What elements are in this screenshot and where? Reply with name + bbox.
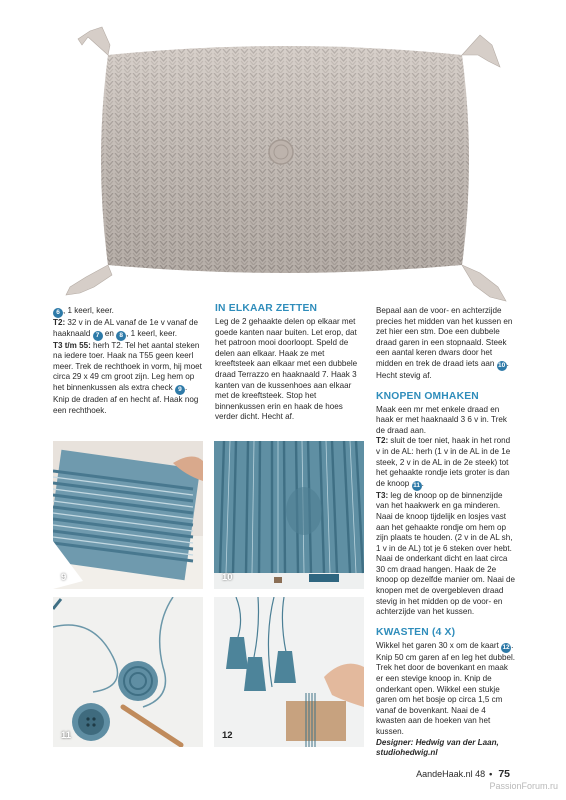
assembly-column — [215, 303, 365, 423]
page-footer — [416, 768, 510, 780]
step-photo-12 — [214, 597, 364, 747]
step-badge: 6 — [53, 308, 63, 318]
magazine-name: AandeHaak.nl 48 — [416, 769, 486, 779]
tassels-card-image — [214, 597, 364, 747]
knopen-intro: Maak een mr met enkele draad en haak er met haaknaald 3 6 v in. Trek de draad aan. — [376, 404, 507, 435]
row-t2: T2: 32 v in de AL vanaf de 1e v vanaf de haaknaald 7 en 8 , 1 keerl, keer. — [53, 318, 199, 339]
step-badge: 10 — [497, 361, 506, 369]
step-photo-11 — [53, 597, 203, 747]
designer-credit: Designer: Hedwig van der Laan, studiohedwig.nl — [376, 737, 499, 758]
buttons-tassels-column — [376, 306, 516, 759]
watermark: PassionForum.ru — [489, 781, 558, 791]
section-heading-assembly: IN ELKAAR ZETTEN — [215, 303, 318, 314]
row-continuation: 6 , 1 keerl, keer. — [53, 306, 203, 318]
pillow-photo — [60, 25, 510, 305]
kwasten-text: Wikkel het garen 30 x om de kaart 12. Knip 50 cm garen af en leg het dubbel. Trek het door de bovenkant en maak er een stevige knoop in. Knip de onderkant open. Wikkel een stukje garen om het bosje op circa 1,5 cm vanaf de bovenkant. Naai de 4 kwasten aan de hoeken van het kussen. — [376, 640, 516, 736]
center-button-text: Bepaal aan de voor- en achterzijde precies het midden van het kussen en zet hier een stm. Doe een dubbele draad garen in een stopnaald. Steek een aantal keren dwars door het midden en trek de draad iets aan 10. Hecht stevig af. — [376, 306, 513, 380]
knopen-t3: T3: leg de knoop op de binnenzijde van het haakwerk en ga minderen. Naai de knoop tijdelijk en losjes vast aan het gehaakte rondje om hem op zijn plaats te houden. (2 v in de AL sh, 1 v in de AL) tot je 6 steken over hebt. Naai de onderkant dicht en laat circa 30 cm draad hangen. Haak de 2e knoop op dezelfde manier om. Naai de knopen met de overgebleven draad stevig in het midden op de voor- en achterzijde van het kussen. — [376, 490, 516, 617]
step-badge: 7 — [93, 331, 103, 341]
photo-number: 10 — [222, 572, 233, 583]
page-number: 75 — [498, 768, 510, 780]
section-heading-knopen: KNOPEN OMHAKEN — [376, 390, 479, 402]
step-badge: 11 — [413, 481, 420, 489]
step-badge: 8 — [116, 331, 126, 341]
step-badge: 9 — [175, 385, 185, 395]
pattern-rows-column — [53, 306, 203, 416]
knopen-t2: T2: sluit de toer niet, haak in het rond v in de AL: herh (1 v in de AL in de 1e steek, 2 v in de AL in de 2e steek) tot het gehaakte rondje iets groter is dan de knoop 11 . — [376, 436, 511, 489]
row-label: T3 t/m 55: — [53, 340, 91, 350]
row-t3-55: T3 t/m 55: herh T2. Tel het aantal steken na iedere toer. Haak na T55 geen keerl meer. Trek de rechthoek in vorm, hij moet circa 29 x 49 cm groot zijn. Leg hem op het binnenkussen als extra check 9 . Knip de draden af en hecht af. Haak nog een rechthoek. — [53, 340, 202, 415]
assembly-text: Leg de 2 gehaakte delen op elkaar met goede kanten naar buiten. Let erop, dat het patroon mooi doorloopt. Speld de delen aan elkaar. Haak ze met kreeftsteek aan elkaar met een dubbele draad Terrazzo en haaknaald 7. Haak 3 kanten van de kussenhoes aan elkaar met de kreeftsteek. Stop het binnenkussen erin en haak de hoes verder dicht. Hecht af. — [215, 317, 358, 422]
step-photo-10 — [214, 441, 364, 589]
row-label: T3: — [376, 490, 389, 500]
button-crochet-image — [53, 597, 203, 747]
photo-number: 9 — [61, 572, 67, 583]
section-heading-kwasten: KWASTEN (4 X) — [376, 626, 456, 638]
footer-bullet: • — [489, 769, 493, 779]
row-label: T2: — [376, 436, 389, 446]
step-badge: 12 — [502, 643, 510, 651]
photo-number: 12 — [222, 730, 233, 741]
pillow-insert-image — [53, 441, 203, 589]
row-label: T2: — [53, 318, 66, 327]
cushion-ribbed-image — [214, 441, 364, 589]
step-photo-9 — [53, 441, 203, 589]
photo-number: 11 — [61, 730, 72, 741]
